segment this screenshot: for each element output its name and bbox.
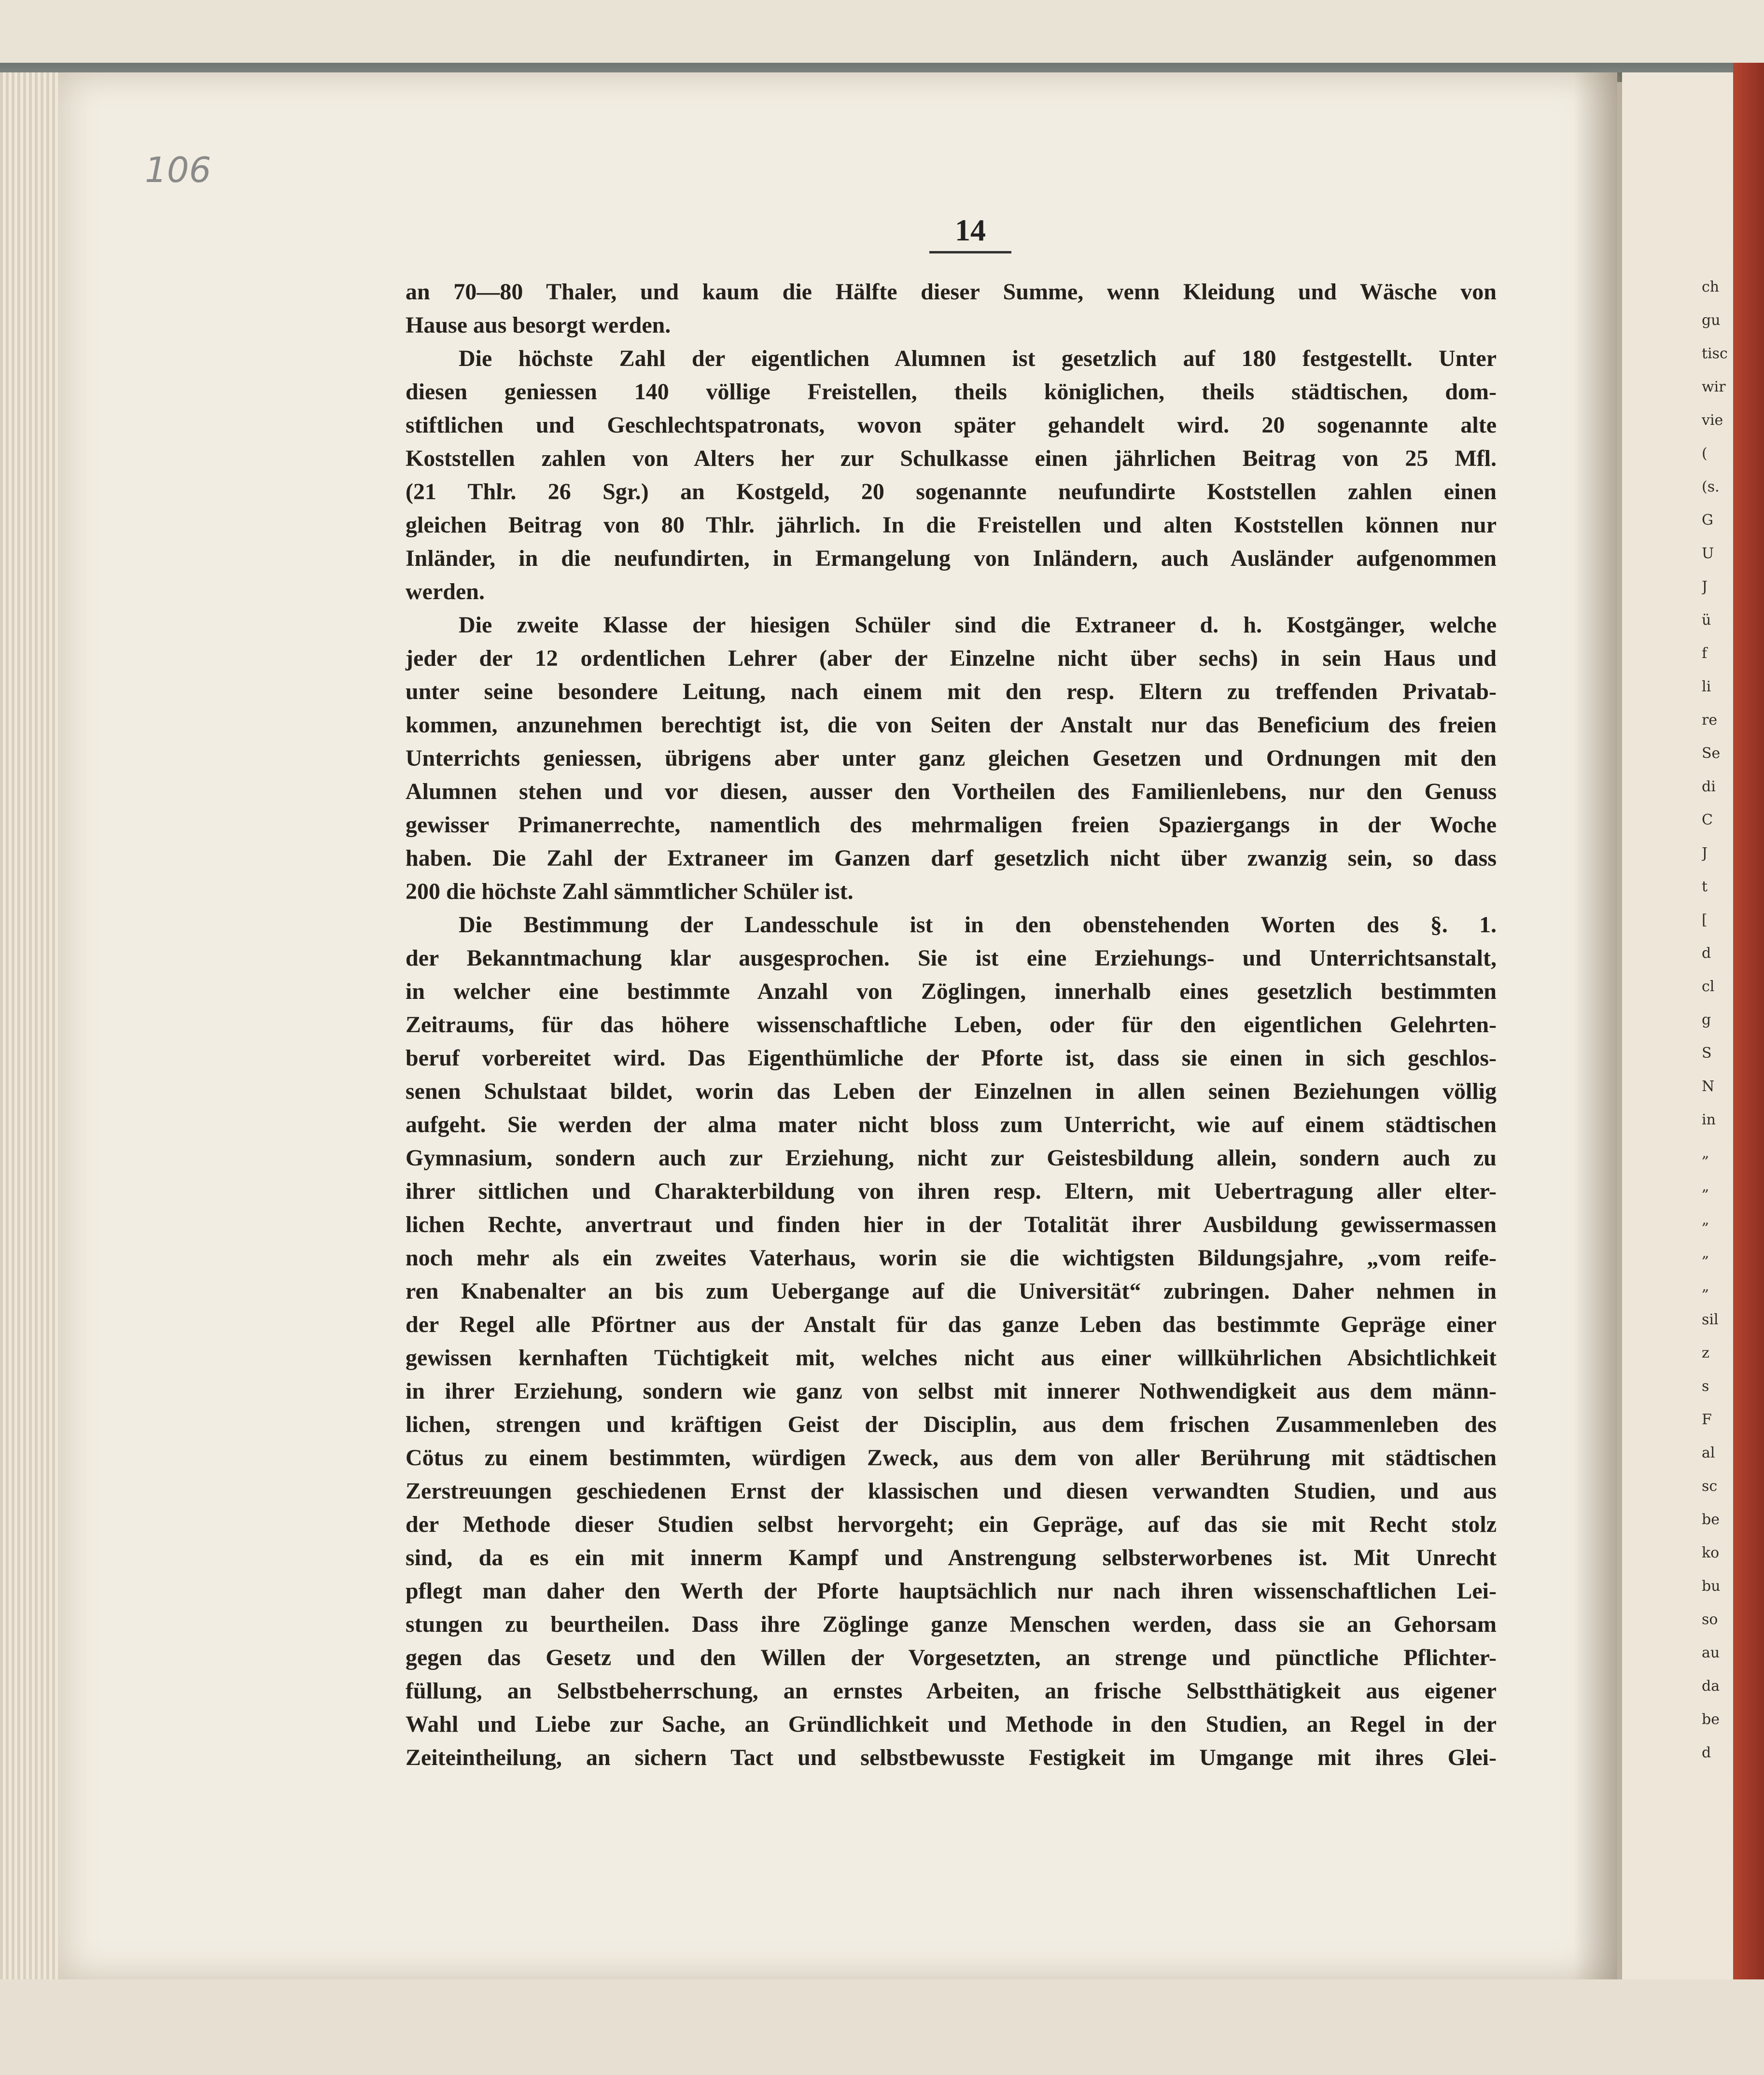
- facing-page-fragment: „: [1702, 1245, 1709, 1262]
- facing-page-fragment: sil: [1702, 1311, 1719, 1328]
- facing-page-fragment: N: [1702, 1078, 1715, 1095]
- facing-page-fragment: U: [1702, 545, 1714, 562]
- text-line: aufgeht. Sie werden der alma mater nicht bloss zum Unterricht, wie auf einem städtischen: [406, 1112, 1497, 1137]
- text-line: Hause aus besorgt werden.: [406, 312, 671, 338]
- text-line: Die zweite Klasse der hiesigen Schüler sind die Extraneer d. h. Kostgänger, welche: [459, 612, 1497, 638]
- text-line: Unterrichts geniessen, übrigens aber unter ganz gleichen Gesetzen und Ordnungen mit den: [406, 745, 1497, 771]
- facing-page-fragment: vie: [1702, 412, 1723, 429]
- facing-page-fragment: so: [1702, 1611, 1718, 1628]
- text-line: diesen geniessen 140 völlige Freistellen, theils königlichen, theils städtischen, dom-: [406, 379, 1497, 405]
- book-cover-right-edge: [1733, 63, 1764, 1984]
- text-line: Alumnen stehen und vor diesen, ausser den Vortheilen des Familienlebens, nur den Genuss: [406, 779, 1497, 804]
- facing-page-fragment: F: [1702, 1411, 1712, 1428]
- text-line: an 70—80 Thaler, und kaum die Hälfte dieser Summe, wenn Kleidung und Wäsche von: [406, 279, 1497, 305]
- facing-page-fragment: J: [1702, 845, 1708, 862]
- facing-page-fragment: Se: [1702, 745, 1721, 762]
- text-line: der Methode dieser Studien selbst hervorgeht; ein Gepräge, auf das sie mit Recht stolz: [406, 1512, 1497, 1537]
- text-line: unter seine besondere Leitung, nach einem mit den resp. Eltern zu treffenden Privatab-: [406, 679, 1497, 704]
- facing-page-fragment: li: [1702, 678, 1711, 695]
- text-line: gegen das Gesetz und den Willen der Vorgesetzten, an strenge und pünctliche Pflichter-: [406, 1645, 1497, 1670]
- text-line: stiftlichen und Geschlechtspatronats, wovon später gehandelt wird. 20 sogenannte alte: [406, 412, 1497, 438]
- facing-page-fragment: G: [1702, 512, 1713, 529]
- facing-page-fragment: s: [1702, 1378, 1709, 1395]
- facing-page-fragment: da: [1702, 1678, 1720, 1695]
- text-line: Die höchste Zahl der eigentlichen Alumnen ist gesetzlich auf 180 festgestellt. Unter: [459, 346, 1497, 371]
- gutter-shadow: [1574, 72, 1622, 1979]
- text-line: jeder der 12 ordentlichen Lehrer (aber der Einzelne nicht über sechs) in sein Haus und: [406, 645, 1497, 671]
- text-line: noch mehr als ein zweites Vaterhaus, worin sie die wichtigsten Bildungsjahre, „vom reife-: [406, 1245, 1497, 1271]
- text-line: Inländer, in die neufundirten, in Ermangelung von Inländern, auch Ausländer aufgenommen: [406, 546, 1497, 571]
- facing-page-fragment: au: [1702, 1644, 1720, 1661]
- scan-bottom-margin: [0, 1979, 1764, 2075]
- facing-page-fragment: „: [1702, 1278, 1709, 1295]
- facing-page-fragment: bu: [1702, 1578, 1721, 1595]
- text-line: Koststellen zahlen von Alters her zur Schulkasse einen jährlichen Beitrag von 25 Mfl.: [406, 446, 1497, 471]
- pencil-folio-number: 106: [145, 150, 211, 190]
- facing-page-fragment: al: [1702, 1444, 1715, 1461]
- facing-page-fragment: „: [1702, 1145, 1709, 1162]
- facing-page-fragment: f: [1702, 645, 1708, 662]
- text-line: lichen Rechte, anvertraut und finden hier in der Totalität ihrer Ausbildung gewissermassen: [406, 1212, 1497, 1237]
- text-line: kommen, anzunehmen berechtigt ist, die von Seiten der Anstalt nur das Beneficium des freien: [406, 712, 1497, 738]
- text-line: beruf vorbereitet wird. Das Eigenthümliche der Pforte ist, dass sie einen in sich geschlos-: [406, 1045, 1497, 1071]
- facing-page-fragment: be: [1702, 1511, 1720, 1528]
- facing-page-fragment: [: [1702, 911, 1708, 928]
- facing-page-fragment: d: [1702, 945, 1711, 962]
- facing-page-fragment: C: [1702, 812, 1713, 828]
- text-line: der Bekanntmachung klar ausgesprochen. Sie ist eine Erziehungs- und Unterrichtsanstalt,: [406, 945, 1497, 971]
- text-line: stungen zu beurtheilen. Dass ihre Zöglinge ganze Menschen werden, dass sie an Gehorsam: [406, 1612, 1497, 1637]
- facing-page-fragment: be: [1702, 1711, 1720, 1728]
- text-line: gleichen Beitrag von 80 Thlr. jährlich. In die Freistellen und alten Koststellen können nur: [406, 512, 1497, 538]
- facing-page-fragment: (s.: [1702, 478, 1720, 495]
- page-number-rule: [929, 251, 1011, 253]
- text-line: Zerstreuungen geschiedenen Ernst der klassischen und diesen verwandten Studien, und aus: [406, 1478, 1497, 1504]
- facing-page-fragment: ko: [1702, 1544, 1720, 1561]
- text-line: gewisser Primanerrechte, namentlich des mehrmaligen freien Spaziergangs in der Woche: [406, 812, 1497, 838]
- facing-page-fragment: in: [1702, 1111, 1716, 1128]
- page-number: 14: [955, 213, 986, 247]
- text-line: Zeitraums, für das höhere wissenschaftliche Leben, oder für den eigentlichen Gelehrten-: [406, 1012, 1497, 1038]
- text-line: füllung, an Selbstbeherrschung, an ernstes Arbeiten, an frische Selbstthätigkeit aus eigener: [406, 1678, 1497, 1704]
- text-line: sind, da es ein mit innerm Kampf und Anstrengung selbsterworbenes ist. Mit Unrecht: [406, 1545, 1497, 1570]
- text-line: haben. Die Zahl der Extraneer im Ganzen darf gesetzlich nicht über zwanzig sein, so dass: [406, 845, 1497, 871]
- text-line: werden.: [406, 579, 485, 604]
- facing-page-fragment: re: [1702, 712, 1718, 729]
- text-line: Wahl und Liebe zur Sache, an Gründlichkeit und Methode in den Studien, an Regel in der: [406, 1711, 1497, 1737]
- text-line: ihrer sittlichen und Charakterbildung von ihren resp. Eltern, mit Uebertragung aller elter-: [406, 1178, 1497, 1204]
- text-line: Gymnasium, sondern auch zur Erziehung, nicht zur Geistesbildung allein, sondern auch zu: [406, 1145, 1497, 1171]
- facing-page-fragment: g: [1702, 1011, 1711, 1028]
- facing-page-fragment: ü: [1702, 612, 1711, 629]
- facing-page-fragment: J: [1702, 578, 1708, 595]
- text-line: der Regel alle Pförtner aus der Anstalt für das ganze Leben das bestimmte Gepräge einer: [406, 1312, 1497, 1337]
- text-line: gewissen kernhaften Tüchtigkeit mit, welches nicht aus einer willkührlichen Absichtlichkeit: [406, 1345, 1497, 1371]
- text-line: 200 die höchste Zahl sämmtlicher Schüler ist.: [406, 879, 854, 904]
- facing-page-fragment: S: [1702, 1045, 1712, 1062]
- text-line: ren Knabenalter an bis zum Uebergange auf die Universität“ zubringen. Daher nehmen in: [406, 1278, 1497, 1304]
- text-line: (21 Thlr. 26 Sgr.) an Kostgeld, 20 sogenannte neufundirte Koststellen zahlen einen: [406, 479, 1497, 505]
- text-line: senen Schulstaat bildet, worin das Leben der Einzelnen in allen seinen Beziehungen völlig: [406, 1079, 1497, 1104]
- facing-page-fragment: (: [1702, 445, 1708, 462]
- facing-page-fragment: gu: [1702, 312, 1721, 329]
- facing-page-fragment: z: [1702, 1345, 1709, 1361]
- text-line: Cötus zu einem bestimmten, würdigen Zweck, aus dem von aller Berührung mit städtischen: [406, 1445, 1497, 1471]
- facing-page-fragment: t: [1702, 878, 1708, 895]
- text-line: lichen, strengen und kräftigen Geist der Disciplin, aus dem frischen Zusammenleben des: [406, 1412, 1497, 1437]
- body-text: [406, 275, 1497, 1774]
- facing-page-fragment: tisc: [1702, 345, 1728, 362]
- facing-page-fragment: sc: [1702, 1478, 1718, 1495]
- facing-page-fragment: cl: [1702, 978, 1715, 995]
- facing-page-fragment: „: [1702, 1178, 1709, 1195]
- facing-page-fragment: wir: [1702, 379, 1726, 395]
- text-line: in welcher eine bestimmte Anzahl von Zöglingen, innerhalb eines gesetzlich bestimmten: [406, 979, 1497, 1004]
- facing-page-fragment: di: [1702, 778, 1716, 795]
- facing-page-fragment: „: [1702, 1211, 1709, 1228]
- text-line: Die Bestimmung der Landesschule ist in den obenstehenden Worten des §. 1.: [459, 912, 1497, 938]
- facing-page-fragment: ch: [1702, 279, 1720, 295]
- text-line: pflegt man daher den Werth der Pforte hauptsächlich nur nach ihren wissenschaftlichen Lei-: [406, 1578, 1497, 1604]
- facing-page-fragment: d: [1702, 1744, 1711, 1761]
- text-line: Zeiteintheilung, an sichern Tact und selbstbewusste Festigkeit im Umgange mit ihres Glei-: [406, 1745, 1497, 1770]
- text-line: in ihrer Erziehung, sondern wie ganz von selbst mit innerer Nothwendigkeit aus dem männ-: [406, 1378, 1497, 1404]
